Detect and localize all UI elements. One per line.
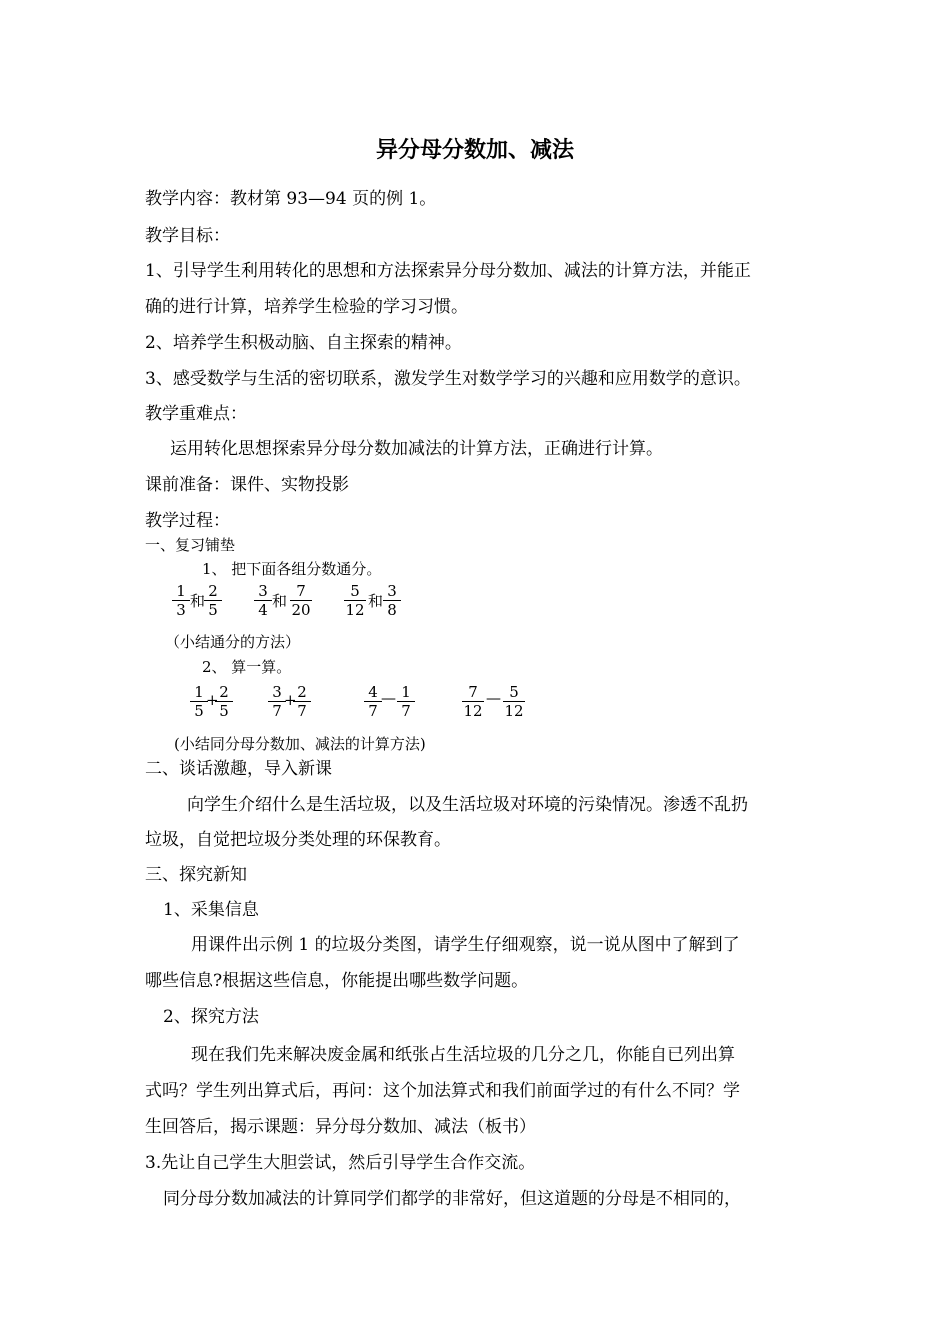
goal-1-line-1: 1、引导学生利用转化的思想和方法探索异分母分数加、减法的计算方法，并能正 — [145, 261, 751, 281]
fraction: 3 7 — [266, 684, 288, 719]
step-2-para-line-3: 生回答后，揭示课题：异分母分数加、减法（板书） — [145, 1117, 536, 1137]
fraction: 2 5 — [202, 583, 224, 618]
key-points-heading: 教学重难点： — [145, 404, 247, 424]
step-1-para-line-2: 哪些信息?根据这些信息，你能提出哪些数学问题。 — [145, 971, 529, 991]
joiner-text: 和 — [190, 592, 206, 610]
operator: — — [486, 689, 501, 707]
section-1-heading: 一、复习铺垫 — [145, 536, 236, 554]
joiner-text: 和 — [272, 592, 288, 610]
section-2-para-line-2: 垃圾，自觉把垃圾分类处理的环保教育。 — [145, 830, 451, 850]
step-2-para-line-2: 式吗？学生列出算式后，再问：这个加法算式和我们前面学过的有什么不同？学 — [145, 1081, 740, 1101]
fraction: 5 12 — [504, 683, 524, 720]
fraction: 2 5 — [213, 684, 235, 719]
step-3-heading: 3.先让自己学生大胆尝试，然后引导学生合作交流。 — [145, 1153, 536, 1173]
goal-2: 2、培养学生积极动脑、自主探索的精神。 — [145, 333, 462, 353]
section-3-heading: 三、探究新知 — [145, 865, 247, 885]
fraction: 7 12 — [463, 683, 483, 720]
fraction: 3 4 — [252, 583, 274, 618]
operator: + — [206, 691, 219, 709]
key-points-text: 运用转化思想探索异分母分数加减法的计算方法，正确进行计算。 — [170, 439, 663, 459]
exercise-1-instruction: 1、 把下面各组分数通分。 — [202, 560, 382, 578]
fraction: 4 7 — [362, 684, 384, 719]
section-2-heading: 二、谈话激趣，导入新课 — [145, 759, 332, 779]
fraction: 2 7 — [291, 684, 313, 719]
preparation: 课前准备：课件、实物投影 — [145, 475, 349, 495]
step-1-heading: 1、采集信息 — [163, 900, 259, 920]
goals-heading: 教学目标： — [145, 226, 230, 246]
goal-1-line-2: 确的进行计算，培养学生检验的学习习惯。 — [145, 297, 468, 317]
document-title: 异分母分数加、减法 — [375, 137, 574, 163]
step-3-para-line-1: 同分母分数加减法的计算同学们都学的非常好，但这道题的分母是不相同的， — [163, 1189, 741, 1209]
fraction: 1 5 — [188, 684, 210, 719]
step-2-para-line-1: 现在我们先来解决废金属和纸张占生活垃圾的几分之几，你能自已列出算 — [191, 1045, 735, 1065]
step-1-para-line-1: 用课件出示例 1 的垃圾分类图，请学生仔细观察，说一说从图中了解到了 — [191, 935, 740, 955]
fraction: 7 20 — [291, 582, 311, 619]
section-2-para-line-1: 向学生介绍什么是生活垃圾，以及生活垃圾对环境的污染情况。渗透不乱扔 — [187, 795, 748, 815]
operator: — — [381, 689, 396, 707]
operator: + — [284, 691, 297, 709]
fraction: 3 8 — [381, 583, 403, 618]
goal-3: 3、感受数学与生活的密切联系，激发学生对数学学习的兴趣和应用数学的意识。 — [145, 369, 751, 389]
fraction: 5 12 — [345, 582, 365, 619]
fraction: 1 7 — [395, 684, 417, 719]
exercise-2-instruction: 2、 算一算。 — [202, 658, 292, 676]
teaching-content: 教学内容：教材第 93—94 页的例 1。 — [145, 189, 437, 209]
step-2-heading: 2、探究方法 — [163, 1007, 259, 1027]
process-heading: 教学过程： — [145, 511, 230, 531]
fraction: 1 3 — [170, 583, 192, 618]
exercise-2-note: (小结同分母分数加、减法的计算方法) — [174, 735, 426, 753]
joiner-text: 和 — [368, 592, 384, 610]
exercise-1-note: （小结通分的方法） — [165, 633, 301, 651]
